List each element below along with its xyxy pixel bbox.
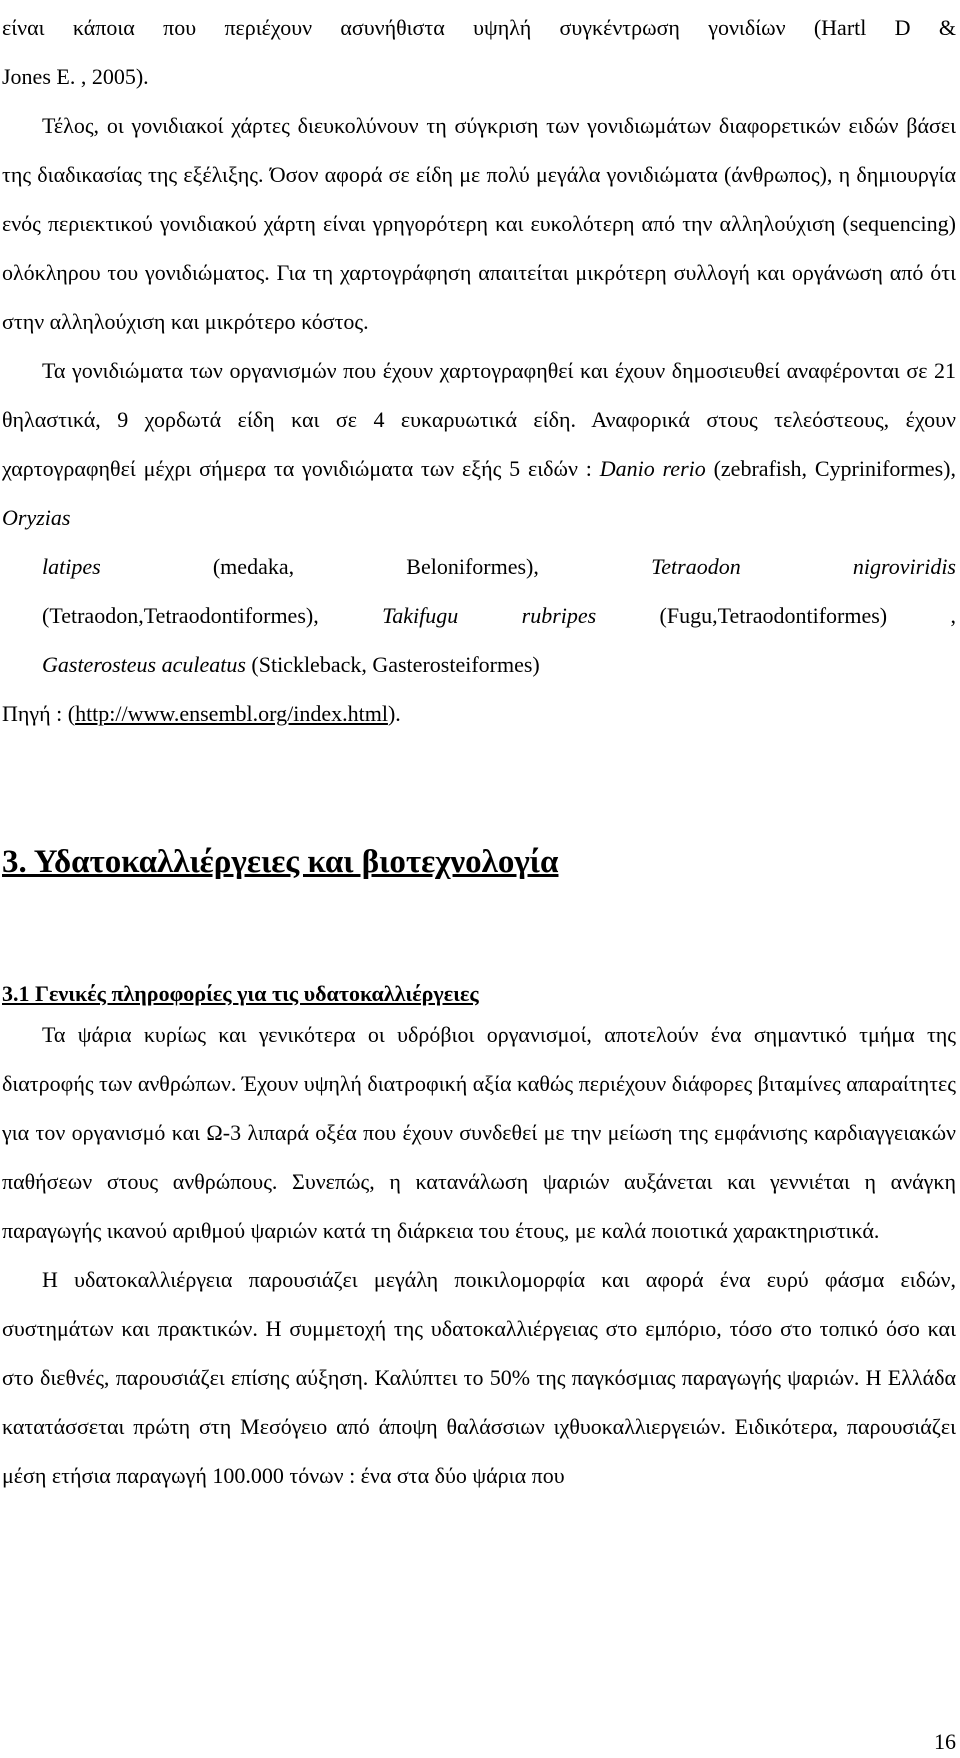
source-label: Πηγή : ( — [2, 701, 76, 726]
species-tetraodon-epithet: nigroviridis — [852, 554, 956, 579]
paragraph-aquaculture-overview: Η υδατοκαλλιέργεια παρουσιάζει μεγάλη ποικιλομορφία και αφορά ένα ευρύ φάσμα ειδών, συστημάτων και πρακτικών. Η συμμετοχή της υδατοκαλλιέργειας στο εμπόριο, τόσο στο τοπικό όσο και στο διεθνές, παρουσιάζει επίσης αύξηση. Καλύπτει το 50% της παγκόσμιας παραγωγής ψαριών. Η Ελλάδα κατατάσσεται πρώτη στη Μεσόγειο από άποψη θαλάσσιων ιχθυοκαλλιεργειών. Ειδικότερα, παρουσιάζει μέση ετήσια παραγωγή 100.000 τόνων : ένα στα δύο ψάρια που — [2, 1267, 956, 1488]
species-gasterosteus-aculeatus: Gasterosteus aculeatus — [42, 652, 246, 677]
genomes-text: Τα γονιδιώματα των οργανισμών που έχουν χαρτογραφηθεί και έχουν δημοσιευθεί αναφέρονται σε 21 θηλαστικά, 9 χορδωτά είδη και σε 4 ευκαρυωτικά είδη. Αναφορικά στους τελεόστεους, έχουν χαρτογραφηθεί μέχρι σήμερα τα γονιδιώματα των εξής 5 ειδών : — [2, 358, 956, 481]
species-oryzias-genus: Oryzias — [2, 505, 71, 530]
intro-line-2: Jones E. , 2005). — [2, 64, 149, 89]
paragraph-genetic-maps: Τέλος, οι γονιδιακοί χάρτες διευκολύνουν τη σύγκριση των γονιδιωμάτων διαφορετικών ειδών βάσει της διαδικασίας της εξέλιξης. Όσον αφορά σε είδη με πολύ μεγάλα γονιδιώματα (άνθρωπος), η δημιουργία ενός περιεκτικού γονιδιακού χάρτη είναι γρηγορότερη και ευκολότερη από την αλληλούχιση (sequencing) ολόκληρου του γονιδιώματος. Για τη χαρτογράφηση απαιτείται μικρότερη συλλογή και οργάνωση από ότι στην αλληλούχιση και μικρότερο κόστος. — [2, 113, 956, 334]
species-medaka-line — [2, 542, 956, 591]
ensembl-link[interactable]: http://www.ensembl.org/index.html — [75, 701, 388, 726]
species-danio-rerio-note: (zebrafish, Cypriniformes), — [705, 456, 957, 481]
species-tetraodon-genus: Tetraodon — [651, 554, 741, 579]
section-heading: 3.1 Γενικές πληροφορίες για τις υδατοκαλλιέργειες — [2, 981, 479, 1006]
text-block-aquaculture — [2, 1010, 956, 1500]
page-number: 16 — [934, 1729, 956, 1754]
species-takifugu-note: (Fugu,Tetraodontiformes) , — [596, 603, 956, 628]
paragraph-intro-continuation — [2, 3, 956, 101]
intro-line-1: είναι κάποια που περιέχουν ασυνήθιστα υψηλή συγκέντρωση γονιδίων (Hartl D & — [2, 15, 956, 40]
text-block-genomes — [2, 0, 956, 738]
species-danio-rerio: Danio rerio — [599, 456, 706, 481]
species-tetraodon-fugu-line — [2, 591, 956, 640]
source-line — [2, 689, 956, 738]
source-end: ). — [387, 701, 401, 726]
species-stickleback-line — [2, 640, 956, 689]
species-takifugu-rubripes: Takifugu rubripes — [382, 603, 597, 628]
paragraph-fish-nutrition: Τα ψάρια κυρίως και γενικότερα οι υδρόβιοι οργανισμοί, αποτελούν ένα σημαντικό τμήμα της διατροφής των ανθρώπων. Έχουν υψηλή διατροφική αξία καθώς περιέχουν διάφορες βιταμίνες απαραίτητες για τον οργανισμό και Ω-3 λιπαρά οξέα που έχουν συνδεθεί με την μείωση της εμφάνισης καρδιαγγειακών παθήσεων στους ανθρώπους. Συνεπώς, η κατανάλωση ψαριών αυξάνεται και γεννιέται η ανάγκη παραγωγής ικανού αριθμού ψαριών κατά τη διάρκεια του έτους, με καλά ποιοτικά χαρακτηριστικά. — [2, 1022, 956, 1243]
paragraph-published-genomes — [2, 346, 956, 689]
species-tetraodon-note: (Tetraodon,Tetraodontiformes), — [42, 603, 383, 628]
species-medaka-order: Beloniformes), — [406, 554, 539, 579]
species-oryzias-epithet: latipes — [42, 554, 101, 579]
species-medaka-note: (medaka, — [212, 554, 295, 579]
chapter-heading: 3. Υδατοκαλλιέργειες και βιοτεχνολογία — [2, 844, 559, 880]
species-gasterosteus-note: (Stickleback, Gasterosteiformes) — [245, 652, 540, 677]
